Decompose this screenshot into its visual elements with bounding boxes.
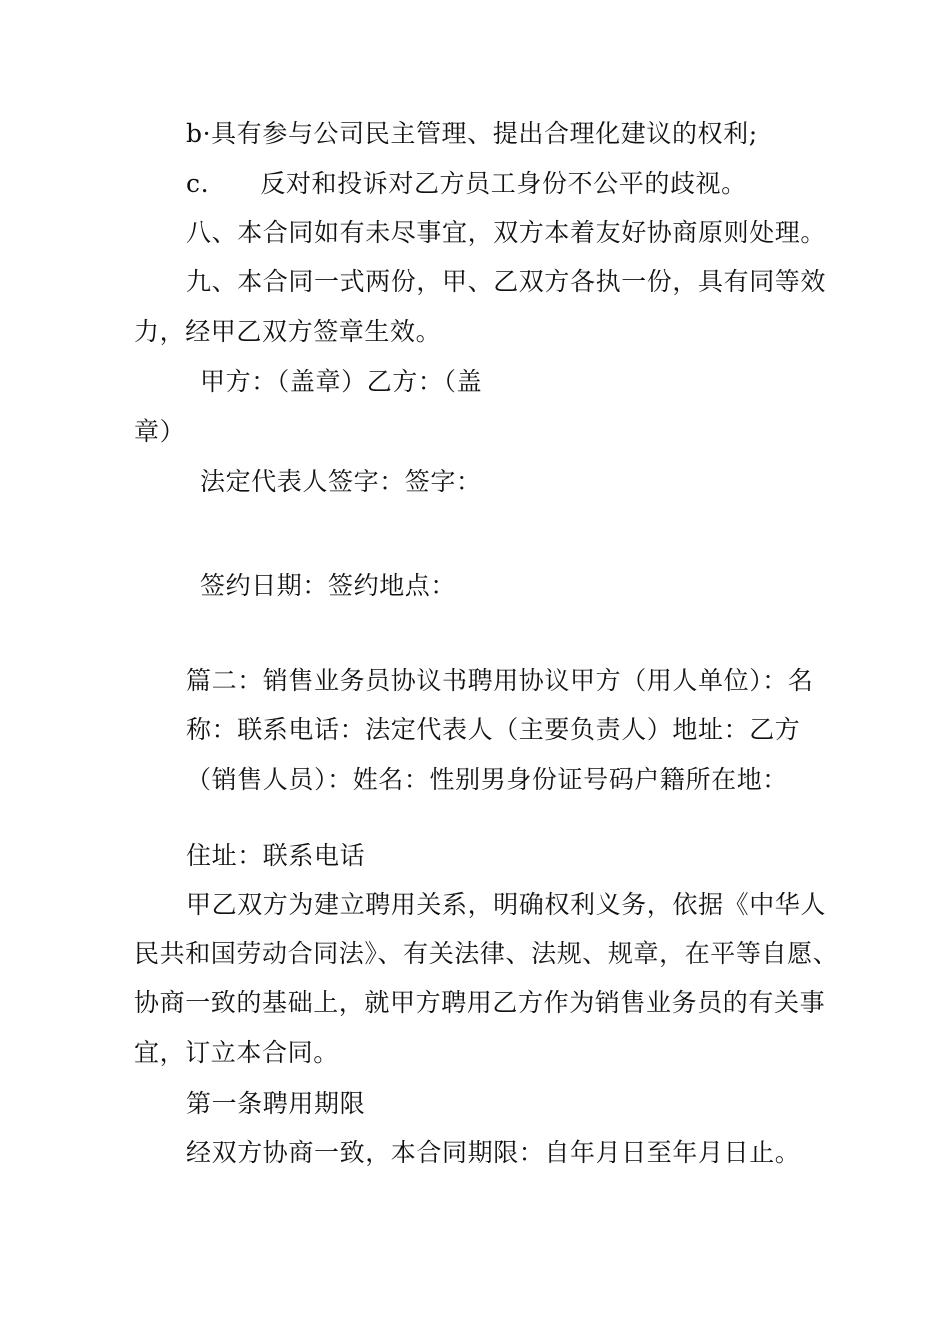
preamble-line-3: 协商一致的基础上，就甲方聘用乙方作为销售业务员的有关事 <box>134 988 826 1017</box>
article-8-line: 八、本合同如有未尽事宜，双方本着友好协商原则处理。 <box>186 218 827 247</box>
representative-signature-line: 法定代表人签字：签字： <box>200 467 482 496</box>
signing-date-place-line: 签约日期：签约地点： <box>200 571 457 600</box>
preamble-line-1: 甲乙双方为建立聘用关系，明确权利义务，依据《中华人 <box>186 890 827 919</box>
article-9-line-2: 力，经甲乙双方签章生效。 <box>134 317 442 346</box>
section-2-heading-line-1: 篇二：销售业务员协议书聘用协议甲方（用人单位）：名 <box>186 666 814 695</box>
party-seal-line: 甲方：（盖章）乙方：（盖 <box>200 367 483 396</box>
section-2-heading-line-3: （销售人员）：姓名：性别男身份证号码户籍所在地： <box>186 765 788 794</box>
address-phone-line: 住址：联系电话 <box>186 841 366 870</box>
party-seal-line-cont: 章） <box>134 417 186 446</box>
preamble-line-4: 宜，订立本合同。 <box>134 1038 339 1067</box>
article-9-line-1: 九、本合同一式两份，甲、乙双方各执一份，具有同等效 <box>186 267 827 296</box>
article-1-heading: 第一条聘用期限 <box>186 1089 366 1118</box>
preamble-line-2: 民共和国劳动合同法》、有关法律、法规、规章，在平等自愿、 <box>134 939 839 968</box>
section-2-heading-line-2: 称：联系电话：法定代表人（主要负责人）地址：乙方 <box>186 715 801 744</box>
article-1-term-line: 经双方协商一致，本合同期限：自年月日至年月日止。 <box>186 1138 801 1167</box>
clause-c-line: c. 反对和投诉对乙方员工身份不公平的歧视。 <box>186 169 747 198</box>
clause-b-line: b·具有参与公司民主管理、提出合理化建议的权利; <box>186 119 758 148</box>
